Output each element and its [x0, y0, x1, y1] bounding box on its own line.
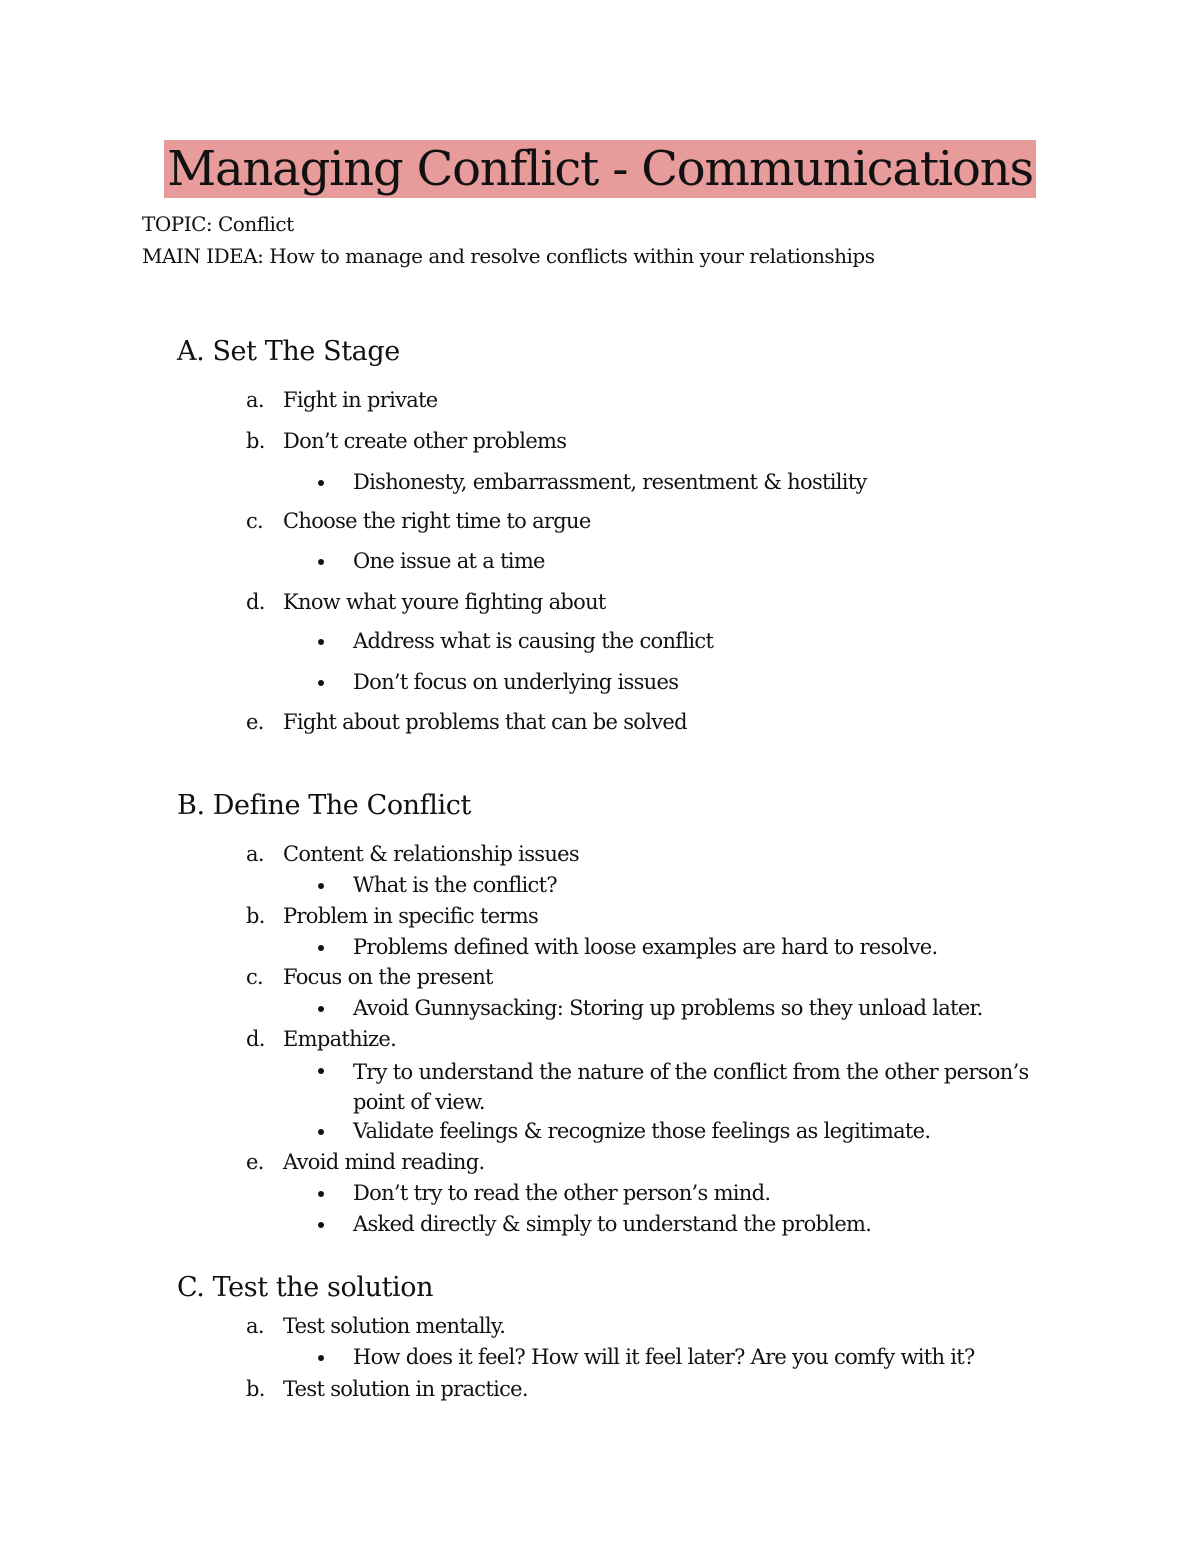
- list-item: [246, 508, 591, 534]
- list-item-text: Test solution in practice.: [283, 1377, 528, 1401]
- list-marker: c.: [246, 509, 264, 533]
- list-item: [246, 428, 566, 454]
- section-heading: A. Set The Stage: [177, 336, 400, 367]
- list-item: [246, 709, 687, 735]
- list-marker: a.: [246, 388, 264, 412]
- title-row: [0, 140, 1200, 198]
- bullet-text: What is the conflict?: [353, 873, 557, 897]
- list-item-text: Don’t create other problems: [283, 429, 567, 453]
- list-marker: b.: [246, 429, 265, 453]
- list-marker: c.: [246, 965, 264, 989]
- bullet-text: Problems defined with loose examples are hard to resolve.: [353, 935, 938, 959]
- bullet-text: Validate feelings & recognize those feelings as legitimate.: [353, 1119, 931, 1143]
- list-marker: b.: [246, 1377, 265, 1401]
- section-heading: B. Define The Conflict: [177, 790, 471, 821]
- list-item: [246, 1376, 528, 1402]
- list-item: [246, 589, 606, 615]
- bullet-text: How does it feel? How will it feel later? Are you comfy with it?: [353, 1345, 975, 1369]
- list-item-text: Choose the right time to argue: [283, 509, 591, 533]
- bullet-text: Dishonesty, embarrassment, resentment & hostility: [353, 470, 867, 494]
- list-marker: e.: [246, 710, 264, 734]
- bullet-text: Don’t focus on underlying issues: [353, 670, 679, 694]
- list-item: [246, 964, 493, 990]
- list-item-text: Focus on the present: [283, 965, 493, 989]
- bullet-text: One issue at a time: [353, 549, 545, 573]
- bullet-text: Try to understand the nature of the conflict from the other person’s point of view.: [353, 1060, 1029, 1114]
- list-marker: e.: [246, 1150, 264, 1174]
- document-title: Managing Conflict - Communications: [164, 140, 1036, 198]
- bullet-dot-icon: [318, 1068, 324, 1074]
- bullet-dot-icon: [318, 480, 324, 486]
- list-item-text: Fight about problems that can be solved: [283, 710, 687, 734]
- bullet-dot-icon: [318, 680, 324, 686]
- bullet-dot-icon: [318, 1129, 324, 1135]
- bullet-dot-icon: [318, 1355, 324, 1361]
- list-marker: a.: [246, 842, 264, 866]
- topic-line: TOPIC: Conflict: [142, 212, 294, 236]
- list-item-text: Content & relationship issues: [283, 842, 579, 866]
- list-item: [246, 841, 579, 867]
- bullet-dot-icon: [318, 1191, 324, 1197]
- list-item-text: Fight in private: [283, 388, 438, 412]
- list-item: [246, 387, 438, 413]
- section-heading: C. Test the solution: [177, 1272, 434, 1303]
- bullet-dot-icon: [318, 945, 324, 951]
- list-marker: d.: [246, 1027, 265, 1051]
- list-item-text: Avoid mind reading.: [283, 1150, 485, 1174]
- list-item-text: Test solution mentally.: [283, 1314, 506, 1338]
- main-idea-line: MAIN IDEA: How to manage and resolve conflicts within your relationships: [142, 244, 875, 268]
- list-item-text: Empathize.: [283, 1027, 397, 1051]
- list-item-text: Problem in specific terms: [283, 904, 539, 928]
- bullet-text: Address what is causing the conflict: [353, 629, 714, 653]
- list-marker: d.: [246, 590, 265, 614]
- bullet-dot-icon: [318, 883, 324, 889]
- bullet-dot-icon: [318, 1222, 324, 1228]
- list-item: [246, 1026, 396, 1052]
- bullet-dot-icon: [318, 559, 324, 565]
- list-marker: b.: [246, 904, 265, 928]
- list-marker: a.: [246, 1314, 264, 1338]
- bullet-text: Avoid Gunnysacking: Storing up problems so they unload later.: [353, 996, 983, 1020]
- list-item: [246, 1313, 505, 1339]
- list-item: [246, 1149, 484, 1175]
- bullet-dot-icon: [318, 639, 324, 645]
- bullet-text: Asked directly & simply to understand the problem.: [353, 1212, 872, 1236]
- list-item-text: Know what youre fighting about: [283, 590, 606, 614]
- list-item: [246, 903, 538, 929]
- bullet-dot-icon: [318, 1006, 324, 1012]
- bullet-text: Don’t try to read the other person’s mind.: [353, 1181, 771, 1205]
